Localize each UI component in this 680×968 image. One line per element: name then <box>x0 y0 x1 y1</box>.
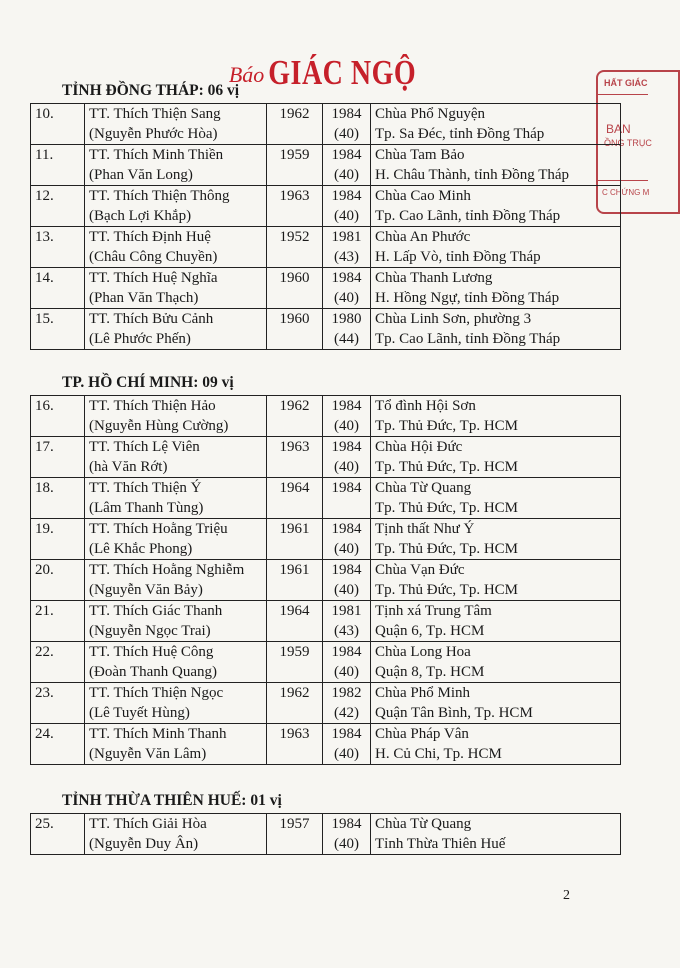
dharma-name: TT. Thích Giải Hòa <box>89 816 207 832</box>
temple-location: H. Củ Chi, Tp. HCM <box>375 746 502 762</box>
temple-name: Tổ đình Hội Sơn <box>375 398 476 414</box>
birth-year: 1960 <box>279 270 310 286</box>
monk-name-cell <box>85 724 267 765</box>
dharma-name: TT. Thích Bửu Cảnh <box>89 311 214 327</box>
ordination-year: 1981 <box>331 603 362 619</box>
monk-name-cell <box>85 437 267 478</box>
ordination-age: (40) <box>334 167 359 183</box>
ordination-age: (43) <box>334 623 359 639</box>
temple-location: H. Hồng Ngự, tỉnh Đồng Tháp <box>375 290 560 306</box>
ordination-year: 1981 <box>331 229 362 245</box>
monk-name-cell <box>85 601 267 642</box>
lay-name: (Nguyễn Ngọc Trai) <box>89 623 211 639</box>
ordination-age: (40) <box>334 746 359 762</box>
ordination-cell <box>323 309 371 350</box>
table-row <box>31 437 621 478</box>
temple-name: Chùa Hội Đức <box>375 439 463 455</box>
lay-name: (Lê Tuyết Hùng) <box>89 705 190 721</box>
ordination-age: (40) <box>334 208 359 224</box>
ordination-age: (40) <box>334 664 359 680</box>
row-number <box>31 186 85 227</box>
temple-cell <box>371 104 621 145</box>
ordination-cell <box>323 396 371 437</box>
birth-year: 1963 <box>279 439 310 455</box>
ordination-cell <box>323 478 371 519</box>
temple-cell <box>371 642 621 683</box>
birth-year: 1964 <box>279 603 310 619</box>
ordination-cell <box>323 186 371 227</box>
birth-year-cell <box>267 601 323 642</box>
section-title-ho-chi-minh: TP. HỒ CHÍ MINH: 09 vị <box>62 374 234 391</box>
row-number-text: 18. <box>35 480 54 496</box>
birth-year: 1963 <box>279 726 310 742</box>
stamp-text-1: HẤT GIÁC <box>604 78 648 88</box>
table-row <box>31 478 621 519</box>
ordination-age: (44) <box>334 331 359 347</box>
monk-table-dong-thap <box>30 103 621 350</box>
temple-name: Chùa Vạn Đức <box>375 562 465 578</box>
temple-name: Tịnh xá Trung Tâm <box>375 603 492 619</box>
lay-name: (Châu Công Chuyền) <box>89 249 218 265</box>
row-number <box>31 642 85 683</box>
ordination-year: 1984 <box>331 726 362 742</box>
lay-name: (Nguyễn Duy Ân) <box>89 836 199 852</box>
monk-name-cell <box>85 186 267 227</box>
ordination-year: 1984 <box>331 398 362 414</box>
temple-location: Tp. Sa Đéc, tỉnh Đồng Tháp <box>375 126 545 142</box>
row-number-text: 12. <box>35 188 54 204</box>
lay-name: (Nguyễn Văn Bảy) <box>89 582 203 598</box>
row-number-text: 24. <box>35 726 54 742</box>
lay-name: (hà Văn Rớt) <box>89 459 168 475</box>
temple-location: H. Châu Thành, tỉnh Đồng Tháp <box>375 167 570 183</box>
ordination-age: (40) <box>334 418 359 434</box>
temple-name: Chùa Từ Quang <box>375 480 472 496</box>
row-number <box>31 145 85 186</box>
stamp-text-3: ỒNG TRỤC <box>604 138 652 148</box>
monk-name-cell <box>85 227 267 268</box>
dharma-name: TT. Thích Huệ Nghĩa <box>89 270 218 286</box>
temple-name: Chùa Phổ Nguyện <box>375 106 485 122</box>
dharma-name: TT. Thích Giác Thanh <box>89 603 223 619</box>
birth-year-cell <box>267 724 323 765</box>
row-number <box>31 268 85 309</box>
ordination-year: 1984 <box>331 562 362 578</box>
temple-location: Tp. Thủ Đức, Tp. HCM <box>375 500 518 516</box>
temple-cell <box>371 724 621 765</box>
row-number <box>31 560 85 601</box>
table-row <box>31 227 621 268</box>
dharma-name: TT. Thích Thiện Ý <box>89 480 202 496</box>
birth-year: 1962 <box>279 398 310 414</box>
ordination-year: 1984 <box>331 188 362 204</box>
ordination-cell <box>323 642 371 683</box>
dharma-name: TT. Thích Hoằng Nghiễm <box>89 562 245 578</box>
lay-name: (Nguyễn Phước Hòa) <box>89 126 218 142</box>
temple-name: Chùa Thanh Lương <box>375 270 493 286</box>
birth-year-cell <box>267 642 323 683</box>
temple-location: Tỉnh Thừa Thiên Huế <box>375 836 506 852</box>
birth-year-cell <box>267 560 323 601</box>
birth-year-cell <box>267 145 323 186</box>
ordination-cell <box>323 268 371 309</box>
logo-prefix: Báo <box>228 62 265 87</box>
row-number-text: 14. <box>35 270 54 286</box>
row-number-text: 19. <box>35 521 54 537</box>
table-row <box>31 396 621 437</box>
birth-year: 1962 <box>279 685 310 701</box>
row-number-text: 13. <box>35 229 54 245</box>
ordination-cell <box>323 724 371 765</box>
temple-location: Tp. Thủ Đức, Tp. HCM <box>375 459 518 475</box>
row-number <box>31 104 85 145</box>
temple-cell <box>371 186 621 227</box>
birth-year: 1963 <box>279 188 310 204</box>
temple-name: Chùa Phổ Minh <box>375 685 471 701</box>
dharma-name: TT. Thích Thiện Ngọc <box>89 685 224 701</box>
ordination-cell <box>323 683 371 724</box>
lay-name: (Nguyễn Hùng Cường) <box>89 418 229 434</box>
row-number <box>31 437 85 478</box>
birth-year: 1959 <box>279 147 310 163</box>
table-row <box>31 683 621 724</box>
lay-name: (Lê Khắc Phong) <box>89 541 193 557</box>
ordination-age: (40) <box>334 459 359 475</box>
temple-location: Tp. Cao Lãnh, tỉnh Đồng Tháp <box>375 331 561 347</box>
birth-year: 1957 <box>279 816 310 832</box>
temple-name: Chùa Long Hoa <box>375 644 471 660</box>
ordination-year: 1982 <box>331 685 362 701</box>
dharma-name: TT. Thích Thiện Hảo <box>89 398 216 414</box>
temple-cell <box>371 601 621 642</box>
temple-name: Chùa Từ Quang <box>375 816 472 832</box>
row-number <box>31 519 85 560</box>
monk-name-cell <box>85 814 267 855</box>
ordination-age: (42) <box>334 705 359 721</box>
monk-name-cell <box>85 396 267 437</box>
dharma-name: TT. Thích Hoằng Triệu <box>89 521 228 537</box>
ordination-age: (40) <box>334 126 359 142</box>
temple-cell <box>371 396 621 437</box>
monk-table-thua-thien-hue <box>30 813 621 855</box>
ordination-year: 1984 <box>331 270 362 286</box>
monk-name-cell <box>85 104 267 145</box>
birth-year: 1961 <box>279 562 310 578</box>
stamp-text-4: C CHỨNG M <box>602 188 650 197</box>
row-number-text: 20. <box>35 562 54 578</box>
ordination-year: 1980 <box>331 311 362 327</box>
ordination-year: 1984 <box>331 644 362 660</box>
lay-name: (Đoàn Thanh Quang) <box>89 664 218 680</box>
birth-year: 1959 <box>279 644 310 660</box>
monk-name-cell <box>85 145 267 186</box>
ordination-cell <box>323 104 371 145</box>
row-number <box>31 814 85 855</box>
row-number <box>31 601 85 642</box>
temple-cell <box>371 268 621 309</box>
temple-location: H. Lấp Vò, tỉnh Đồng Tháp <box>375 249 541 265</box>
temple-name: Chùa Pháp Vân <box>375 726 469 742</box>
ordination-year: 1984 <box>331 439 362 455</box>
ordination-year: 1984 <box>331 816 362 832</box>
birth-year-cell <box>267 478 323 519</box>
row-number-text: 15. <box>35 311 54 327</box>
temple-cell <box>371 814 621 855</box>
birth-year-cell <box>267 268 323 309</box>
ordination-year: 1984 <box>331 480 362 496</box>
temple-cell <box>371 227 621 268</box>
temple-location: Tp. Thủ Đức, Tp. HCM <box>375 418 518 434</box>
temple-cell <box>371 683 621 724</box>
birth-year-cell <box>267 814 323 855</box>
row-number <box>31 724 85 765</box>
row-number-text: 25. <box>35 816 54 832</box>
table-row <box>31 642 621 683</box>
section-title-dong-thap: TỈNH ĐỒNG THÁP: 06 vị <box>62 82 240 99</box>
ordination-age: (40) <box>334 290 359 306</box>
ordination-year: 1984 <box>331 147 362 163</box>
monk-name-cell <box>85 309 267 350</box>
temple-location: Quận Tân Bình, Tp. HCM <box>375 705 533 721</box>
temple-cell <box>371 478 621 519</box>
section-title-thua-thien-hue: TỈNH THỪA THIÊN HUẾ: 01 vị <box>62 792 282 809</box>
row-number-text: 23. <box>35 685 54 701</box>
temple-location: Quận 6, Tp. HCM <box>375 623 485 639</box>
lay-name: (Phan Văn Thạch) <box>89 290 199 306</box>
table-row <box>31 560 621 601</box>
ordination-cell <box>323 560 371 601</box>
lay-name: (Lê Phước Phến) <box>89 331 191 347</box>
lay-name: (Lâm Thanh Tùng) <box>89 500 204 516</box>
birth-year-cell <box>267 683 323 724</box>
ordination-age: (40) <box>334 582 359 598</box>
dharma-name: TT. Thích Huệ Công <box>89 644 214 660</box>
birth-year-cell <box>267 227 323 268</box>
monk-name-cell <box>85 268 267 309</box>
table-row <box>31 601 621 642</box>
lay-name: (Bạch Lợi Khắp) <box>89 208 192 224</box>
monk-name-cell <box>85 478 267 519</box>
dharma-name: TT. Thích Minh Thiền <box>89 147 224 163</box>
row-number <box>31 227 85 268</box>
temple-cell <box>371 519 621 560</box>
birth-year: 1961 <box>279 521 310 537</box>
temple-cell <box>371 145 621 186</box>
ordination-cell <box>323 519 371 560</box>
ordination-cell <box>323 145 371 186</box>
temple-name: Chùa An Phước <box>375 229 471 245</box>
table-row <box>31 186 621 227</box>
row-number-text: 21. <box>35 603 54 619</box>
birth-year-cell <box>267 309 323 350</box>
lay-name: (Phan Văn Long) <box>89 167 193 183</box>
monk-table-ho-chi-minh <box>30 395 621 765</box>
birth-year-cell <box>267 186 323 227</box>
table-row <box>31 519 621 560</box>
temple-name: Chùa Linh Sơn, phường 3 <box>375 311 532 327</box>
birth-year-cell <box>267 396 323 437</box>
dharma-name: TT. Thích Định Huệ <box>89 229 211 245</box>
ordination-age: (43) <box>334 249 359 265</box>
table-row <box>31 145 621 186</box>
row-number <box>31 309 85 350</box>
temple-name: Tịnh thất Như Ý <box>375 521 475 537</box>
dharma-name: TT. Thích Lệ Viên <box>89 439 200 455</box>
row-number <box>31 683 85 724</box>
temple-location: Tp. Thủ Đức, Tp. HCM <box>375 541 518 557</box>
monk-name-cell <box>85 683 267 724</box>
temple-location: Quận 8, Tp. HCM <box>375 664 485 680</box>
temple-cell <box>371 437 621 478</box>
dharma-name: TT. Thích Thiện Sang <box>89 106 221 122</box>
temple-cell <box>371 309 621 350</box>
table-row <box>31 724 621 765</box>
logo-name: GIÁC NGỘ <box>268 54 417 93</box>
table-row <box>31 268 621 309</box>
row-number-text: 22. <box>35 644 54 660</box>
birth-year-cell <box>267 437 323 478</box>
birth-year: 1960 <box>279 311 310 327</box>
ordination-cell <box>323 814 371 855</box>
temple-cell <box>371 560 621 601</box>
lay-name: (Nguyễn Văn Lâm) <box>89 746 207 762</box>
birth-year-cell <box>267 104 323 145</box>
row-number-text: 17. <box>35 439 54 455</box>
table-row <box>31 309 621 350</box>
ordination-age: (40) <box>334 541 359 557</box>
temple-name: Chùa Cao Minh <box>375 188 471 204</box>
page-number: 2 <box>563 888 570 903</box>
row-number-text: 10. <box>35 106 54 122</box>
dharma-name: TT. Thích Thiện Thông <box>89 188 230 204</box>
row-number-text: 16. <box>35 398 54 414</box>
temple-location: Tp. Cao Lãnh, tỉnh Đồng Tháp <box>375 208 561 224</box>
monk-name-cell <box>85 519 267 560</box>
dharma-name: TT. Thích Minh Thanh <box>89 726 227 742</box>
ordination-cell <box>323 227 371 268</box>
table-row <box>31 814 621 855</box>
row-number <box>31 396 85 437</box>
monk-name-cell <box>85 642 267 683</box>
ordination-year: 1984 <box>331 106 362 122</box>
ordination-age: (40) <box>334 836 359 852</box>
birth-year: 1952 <box>279 229 310 245</box>
temple-name: Chùa Tam Bảo <box>375 147 465 163</box>
table-row <box>31 104 621 145</box>
row-number-text: 11. <box>35 147 54 163</box>
row-number <box>31 478 85 519</box>
ordination-cell <box>323 601 371 642</box>
ordination-cell <box>323 437 371 478</box>
birth-year: 1964 <box>279 480 310 496</box>
temple-location: Tp. Thủ Đức, Tp. HCM <box>375 582 518 598</box>
birth-year-cell <box>267 519 323 560</box>
ordination-year: 1984 <box>331 521 362 537</box>
stamp-text-2: BAN <box>606 122 631 136</box>
birth-year: 1962 <box>279 106 310 122</box>
monk-name-cell <box>85 560 267 601</box>
